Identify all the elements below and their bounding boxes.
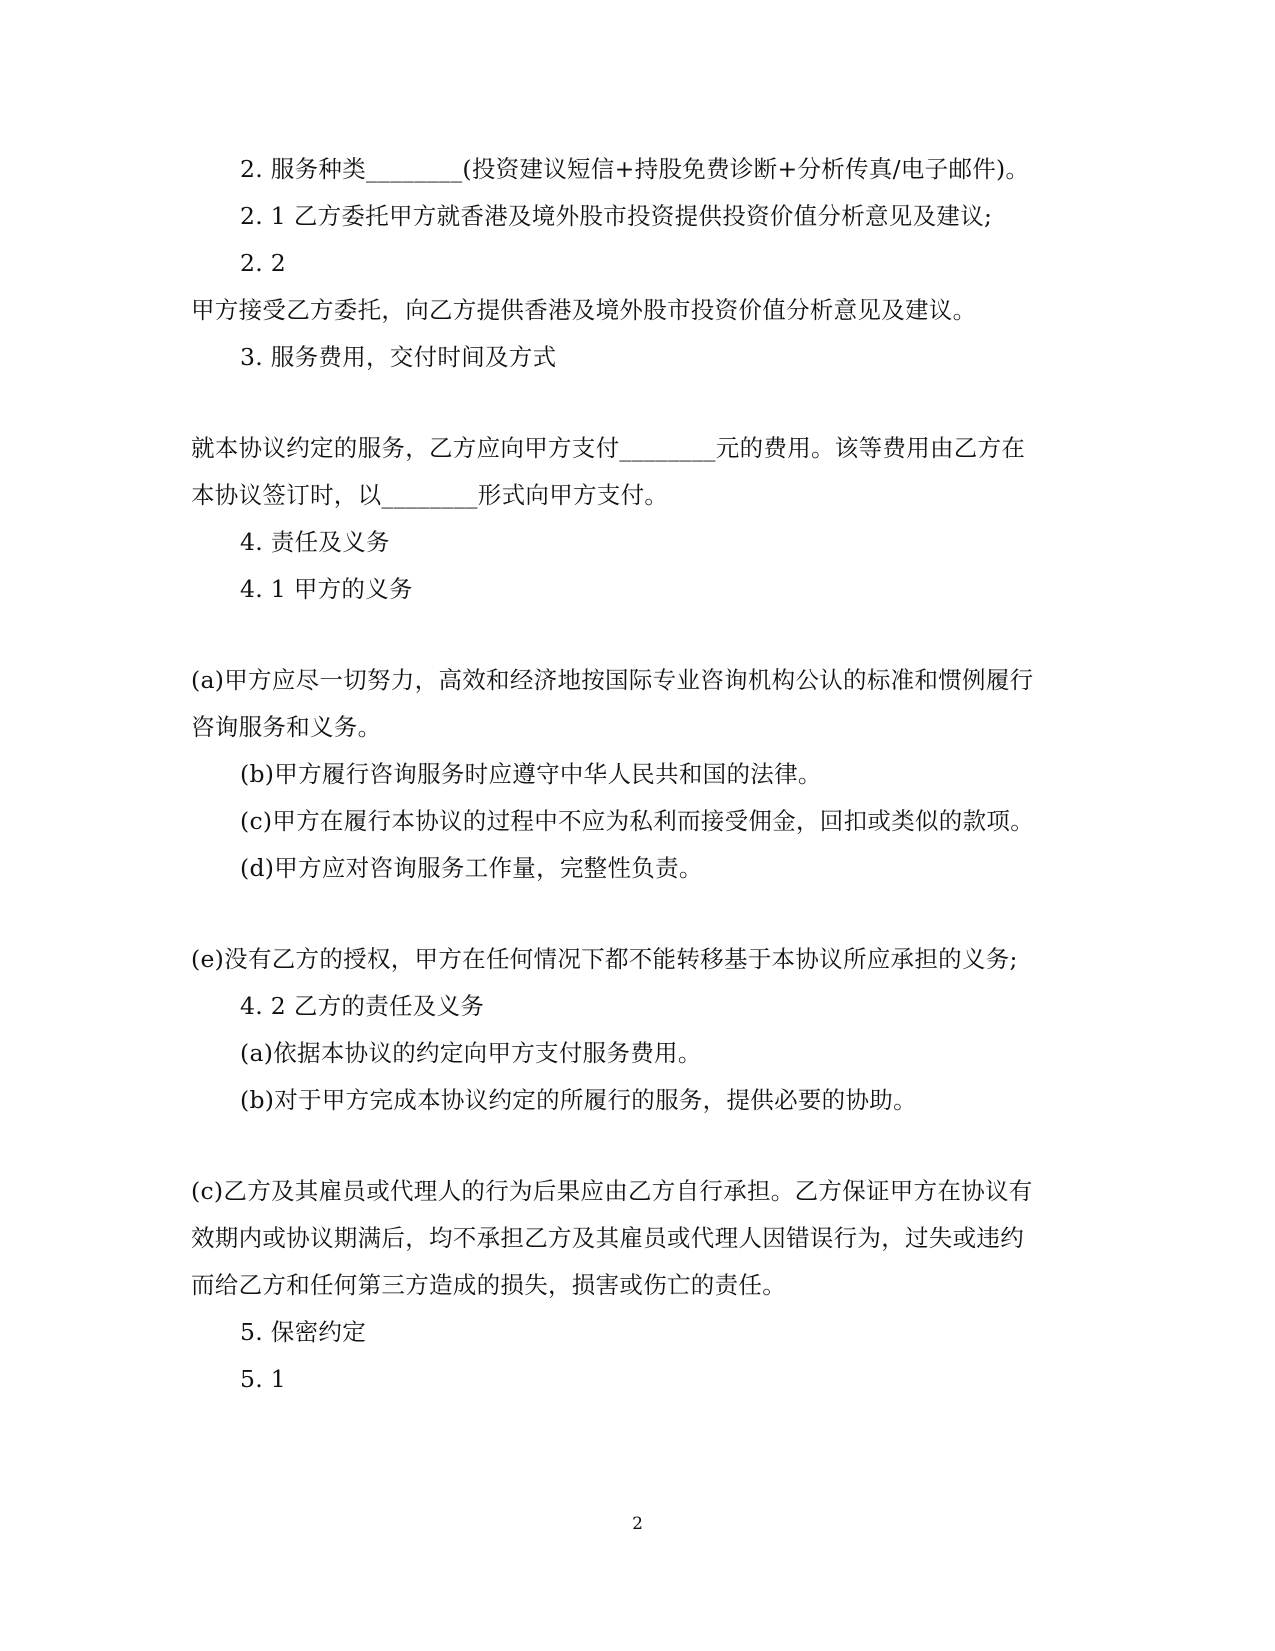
- text-line-d: (d)甲方应对咨询服务工作量，完整性负责。: [240, 854, 703, 882]
- text-line-2-2: 2. 2: [240, 249, 287, 277]
- page-number: 2: [632, 1514, 643, 1534]
- text-line-b-c-2: 效期内或协议期满后，均不承担乙方及其雇员或代理人因错误行为，过失或违约: [191, 1224, 1024, 1252]
- text-line-2-2-body: 甲方接受乙方委托，向乙方提供香港及境外股市投资价值分析意见及建议。: [191, 296, 977, 324]
- text-line-service-type: 2. 服务种类________(投资建议短信+持股免费诊断+分析传真/电子邮件)。: [240, 155, 1030, 183]
- text-line-b: (b)甲方履行咨询服务时应遵守中华人民共和国的法律。: [240, 760, 822, 788]
- text-line-5-1: 5. 1: [240, 1365, 287, 1393]
- subheading-party-b-duties: 4. 2 乙方的责任及义务: [240, 992, 485, 1020]
- section-heading-confidentiality: 5. 保密约定: [240, 1318, 366, 1346]
- text-line-b-c-1: (c)乙方及其雇员或代理人的行为后果应由乙方自行承担。乙方保证甲方在协议有: [191, 1177, 1033, 1205]
- section-heading-fees: 3. 服务费用，交付时间及方式: [240, 343, 557, 371]
- text-line-fees-1: 就本协议约定的服务，乙方应向甲方支付________元的费用。该等费用由乙方在: [191, 434, 1026, 462]
- text-line-a-2: 咨询服务和义务。: [191, 713, 382, 741]
- text-line-b-a: (a)依据本协议的约定向甲方支付服务费用。: [240, 1039, 702, 1067]
- text-line-c: (c)甲方在履行本协议的过程中不应为私利而接受佣金，回扣或类似的款项。: [240, 807, 1034, 835]
- text-line-e: (e)没有乙方的授权，甲方在任何情况下都不能转移基于本协议所应承担的义务;: [191, 945, 1018, 973]
- text-line-fees-2: 本协议签订时，以________形式向甲方支付。: [191, 481, 669, 509]
- section-heading-duties: 4. 责任及义务: [240, 528, 390, 556]
- text-line-2-1: 2. 1 乙方委托甲方就香港及境外股市投资提供投资价值分析意见及建议;: [240, 202, 993, 230]
- text-line-b-b: (b)对于甲方完成本协议约定的所履行的服务，提供必要的协助。: [240, 1086, 917, 1114]
- text-line-a-1: (a)甲方应尽一切努力，高效和经济地按国际专业咨询机构公认的标准和惯例履行: [191, 666, 1034, 694]
- text-line-b-c-3: 而给乙方和任何第三方造成的损失，损害或伤亡的责任。: [191, 1271, 786, 1299]
- subheading-party-a-duties: 4. 1 甲方的义务: [240, 575, 413, 603]
